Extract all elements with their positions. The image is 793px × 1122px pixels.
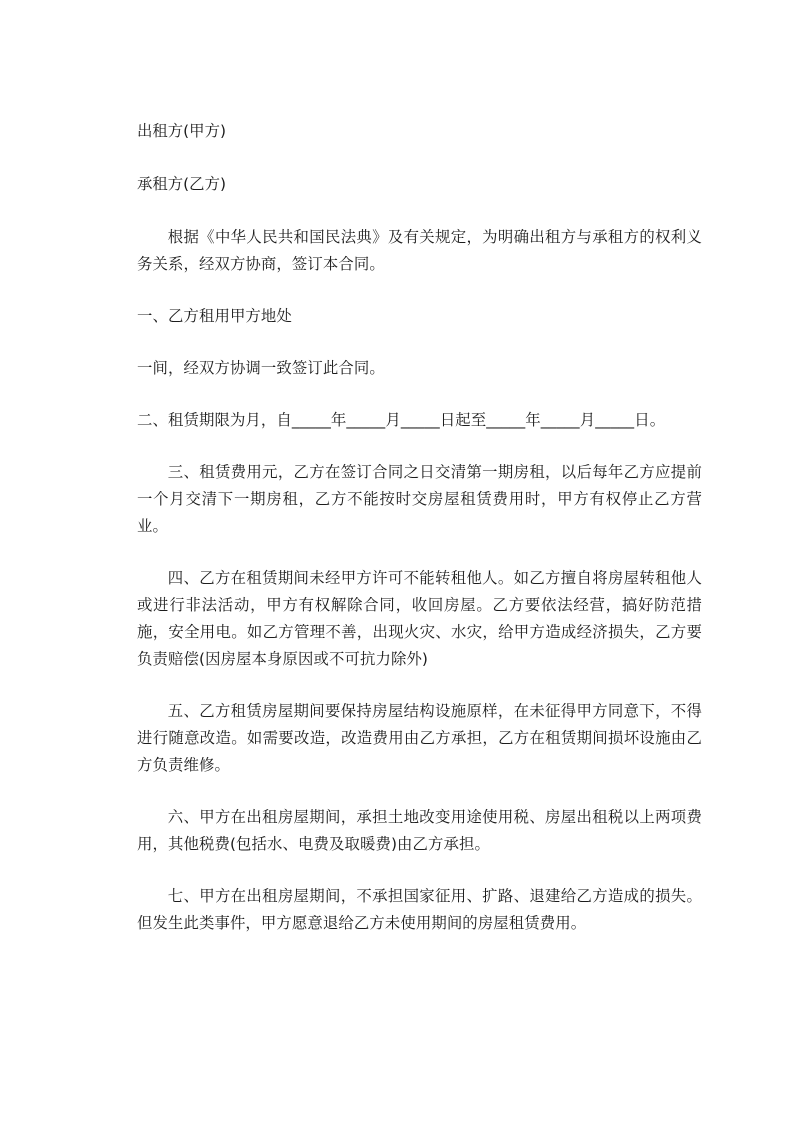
document-body	[137, 118, 702, 937]
preamble-paragraph: 根据《中华人民共和国民法典》及有关规定，为明确出租方与承租方的权利义务关系，经双方协商，签订本合同。	[137, 228, 702, 273]
clause-6-taxes: 六、甲方在出租房屋期间，承担土地改变用途使用税、房屋出租税以上两项费用，其他税费(包括水、电费及取暖费)由乙方承担。	[137, 808, 702, 853]
clause-2-term: 二、租赁期限为月，自_____年_____月_____日起至_____年_____月_____日。	[137, 411, 666, 429]
party-lessee: 承租方(乙方)	[137, 175, 226, 193]
clause-5-structure: 五、乙方租赁房屋期间要保持房屋结构设施原样，在未征得甲方同意下，不得进行随意改造。如需要改造，改造费用由乙方承担，乙方在租赁期间损坏设施由乙方负责维修。	[137, 702, 702, 774]
party-lessor: 出租方(甲方)	[137, 122, 226, 140]
clause-1-heading: 一、乙方租用甲方地处	[137, 307, 292, 325]
clause-7-requisition: 七、甲方在出租房屋期间，不承担国家征用、扩路、退建给乙方造成的损失。但发生此类事件，甲方愿意退给乙方未使用期间的房屋租赁费用。	[137, 887, 702, 932]
clause-1-continuation: 一间，经双方协调一致签订此合同。	[137, 359, 385, 377]
clause-4-sublease: 四、乙方在租赁期间未经甲方许可不能转租他人。如乙方擅自将房屋转租他人或进行非法活动，甲方有权解除合同，收回房屋。乙方要依法经营，搞好防范措施，安全用电。如乙方管理不善，出现火灾、水灾，给甲方造成经济损失，乙方要负责赔偿(因房屋本身原因或不可抗力除外)	[137, 569, 702, 668]
clause-3-rent: 三、租赁费用元，乙方在签订合同之日交清第一期房租，以后每年乙方应提前一个月交清下一期房租，乙方不能按时交房屋租赁费用时，甲方有权停止乙方营业。	[137, 463, 702, 535]
